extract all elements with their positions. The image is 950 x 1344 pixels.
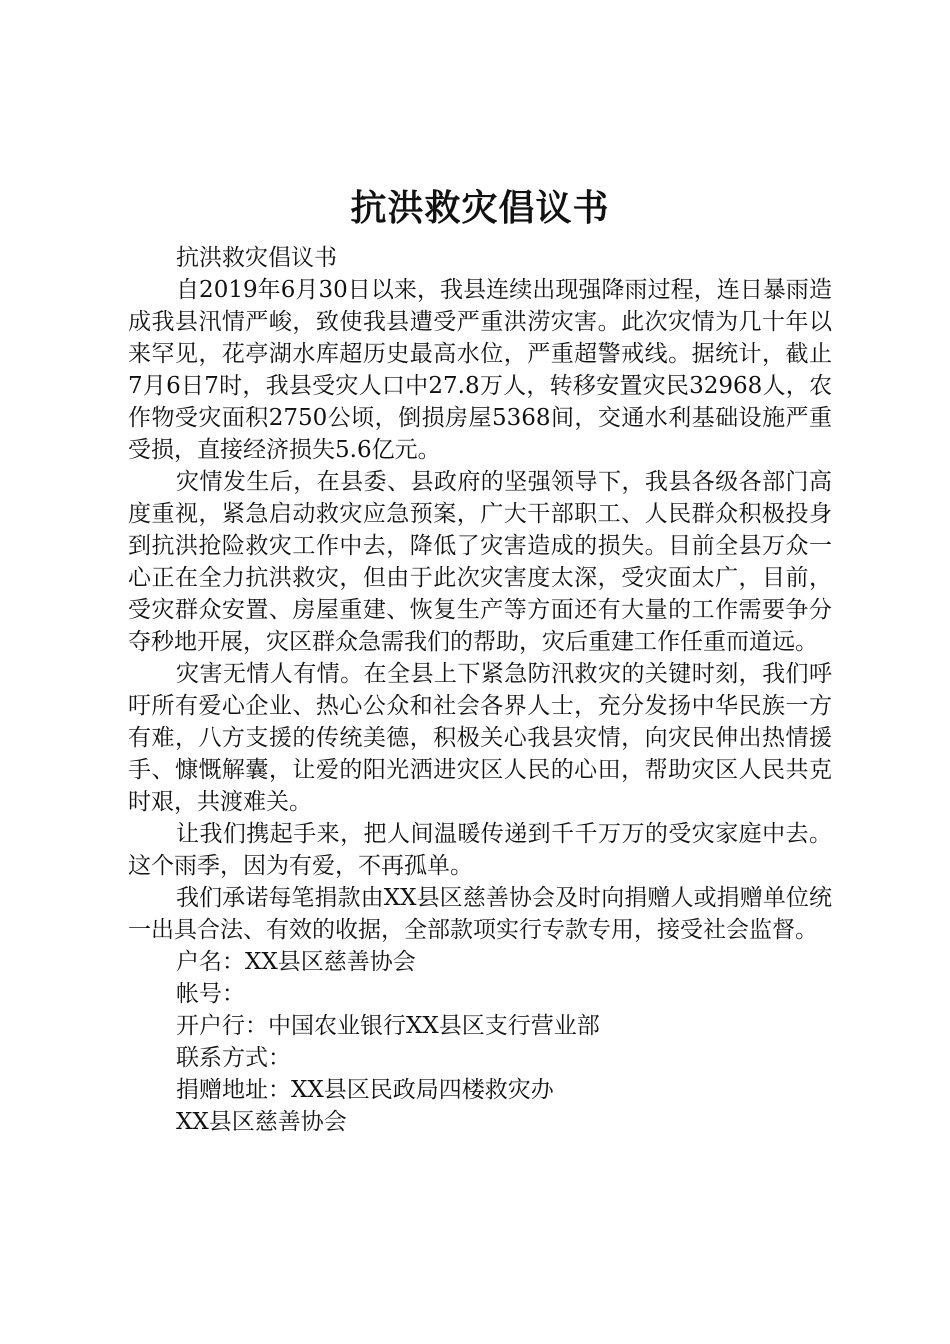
contact-line: 联系方式： [176, 1045, 291, 1071]
document-subtitle: 抗洪救灾倡议书 [176, 245, 337, 271]
account-number-line: 帐号： [176, 981, 245, 1007]
donation-address-line: 捐赠地址：XX县区民政局四楼救灾办 [176, 1077, 554, 1103]
paragraph-rescue-efforts: 灾情发生后，在县委、县政府的坚强领导下，我县各级各部门高度重视，紧急启动救灾应急预案，广大干部职工、人民群众积极投身到抗洪抢险救灾工作中去，降低了灾害造成的损失。目前全县万众一心正在全力抗洪救灾，但由于此次灾害度太深，受灾面太广，目前，受灾群众安置、房屋重建、恢复生产等方面还有大量的工作需要争分夺秒地开展，灾区群众急需我们的帮助，灾后重建工作任重而道远。 [128, 469, 832, 655]
document-title: 抗洪救灾倡议书 [350, 187, 610, 229]
bank-line: 开户行：中国农业银行XX县区支行营业部 [176, 1013, 600, 1039]
document-page [128, 180, 832, 1138]
paragraph-disaster-overview: 自2019年6月30日以来，我县连续出现强降雨过程，连日暴雨造成我县汛情严峻，致使我县遭受严重洪涝灾害。此次灾情为几十年以来罕见，花亭湖水库超历史最高水位，严重超警戒线。据统计，截止7月6日7时，我县受灾人口中27.8万人，转移安置灾民32968人，农作物受灾面积2750公顷，倒损房屋5368间，交通水利基础设施严重受损，直接经济损失5.6亿元。 [128, 277, 832, 463]
account-name-line: 户名：XX县区慈善协会 [176, 949, 416, 975]
paragraph-commitment: 我们承诺每笔捐款由XX县区慈善协会及时向捐赠人或捐赠单位统一出具合法、有效的收据，全部款项实行专款专用，接受社会监督。 [128, 885, 832, 943]
paragraph-join-hands: 让我们携起手来，把人间温暖传递到千千万万的受灾家庭中去。这个雨季，因为有爱，不再孤单。 [128, 821, 832, 879]
signature-line: XX县区慈善协会 [176, 1109, 347, 1135]
paragraph-appeal: 灾害无情人有情。在全县上下紧急防汛救灾的关键时刻，我们呼吁所有爱心企业、热心公众和社会各界人士，充分发扬中华民族一方有难，八方支援的传统美德，积极关心我县灾情，向灾民伸出热情援手、慷慨解囊，让爱的阳光洒进灾区人民的心田，帮助灾区人民共克时艰，共渡难关。 [128, 661, 832, 815]
